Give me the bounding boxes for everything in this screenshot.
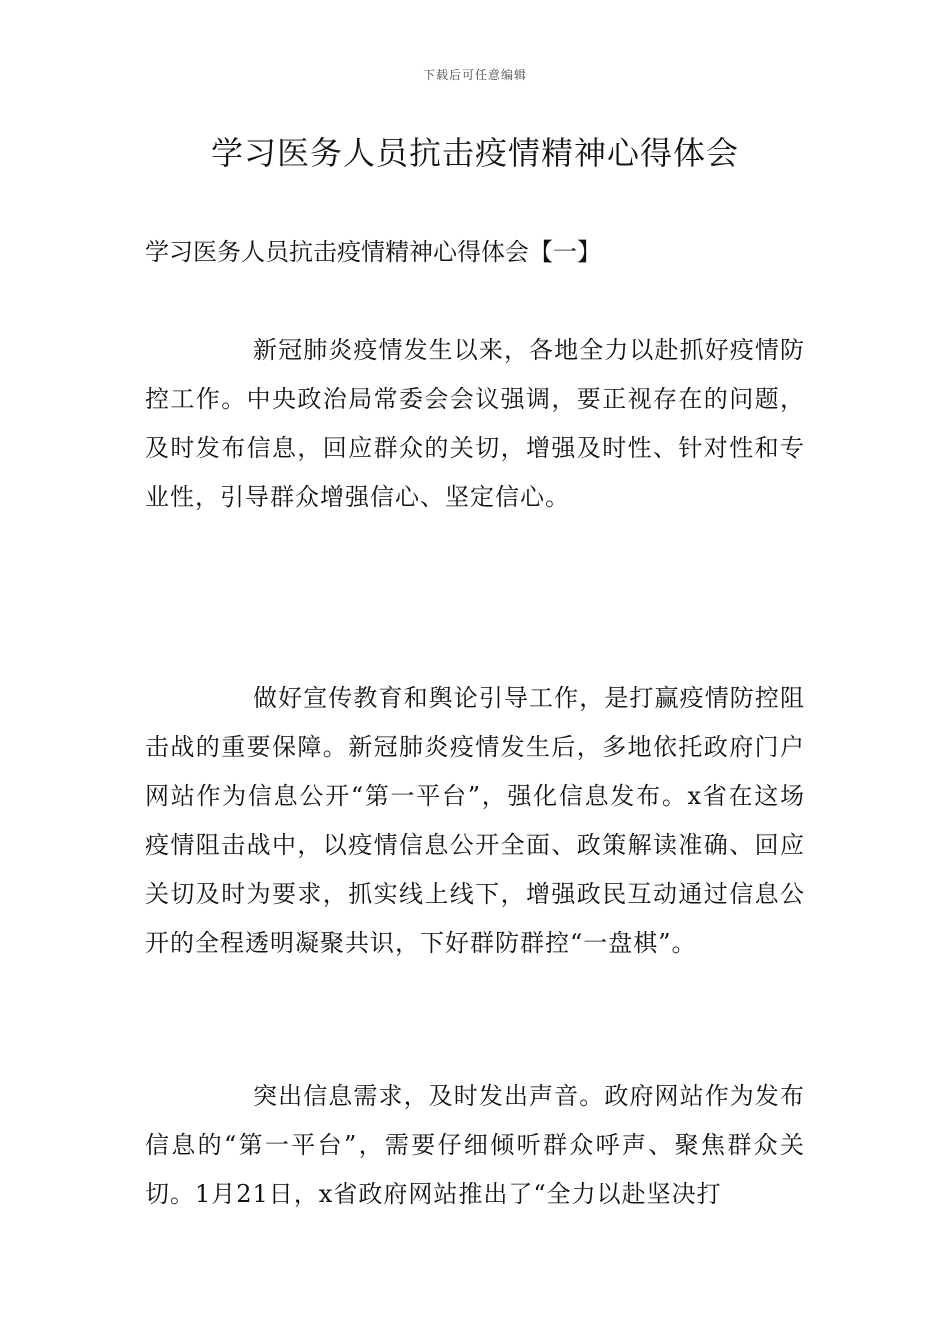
header-note: 下载后可任意编辑 xyxy=(422,68,527,82)
section-heading: 学习医务人员抗击疫情精神心得体会【一】 xyxy=(145,238,601,266)
paragraph-1: 新冠肺炎疫情发生以来，各地全力以赴抓好疫情防控工作。中央政治局常委会会议强调，要正视存在的问题，及时发布信息，回应群众的关切，增强及时性、针对性和专业性，引导群众增强信心、坚定信心。 xyxy=(145,336,805,511)
paragraph-2: 做好宣传教育和舆论引导工作，是打赢疫情防控阻击战的重要保障。新冠肺炎疫情发生后，多地依托政府门户网站作为信息公开“第一平台”，强化信息发布。x省在这场疫情阻击战中，以疫情信息公开全面、政策解读准确、回应关切及时为要求，抓实线上线下，增强政民互动通过信息公开的全程透明凝聚共识，下好群防群控“一盘棋”。 xyxy=(145,684,805,957)
paragraph-3: 突出信息需求，及时发出声音。政府网站作为发布信息的“第一平台”，需要仔细倾听群众呼声、聚焦群众关切。1月21日，x省政府网站推出了“全力以赴坚决打 xyxy=(145,1082,805,1208)
document-title: 学习医务人员抗击疫情精神心得体会 xyxy=(210,134,739,172)
